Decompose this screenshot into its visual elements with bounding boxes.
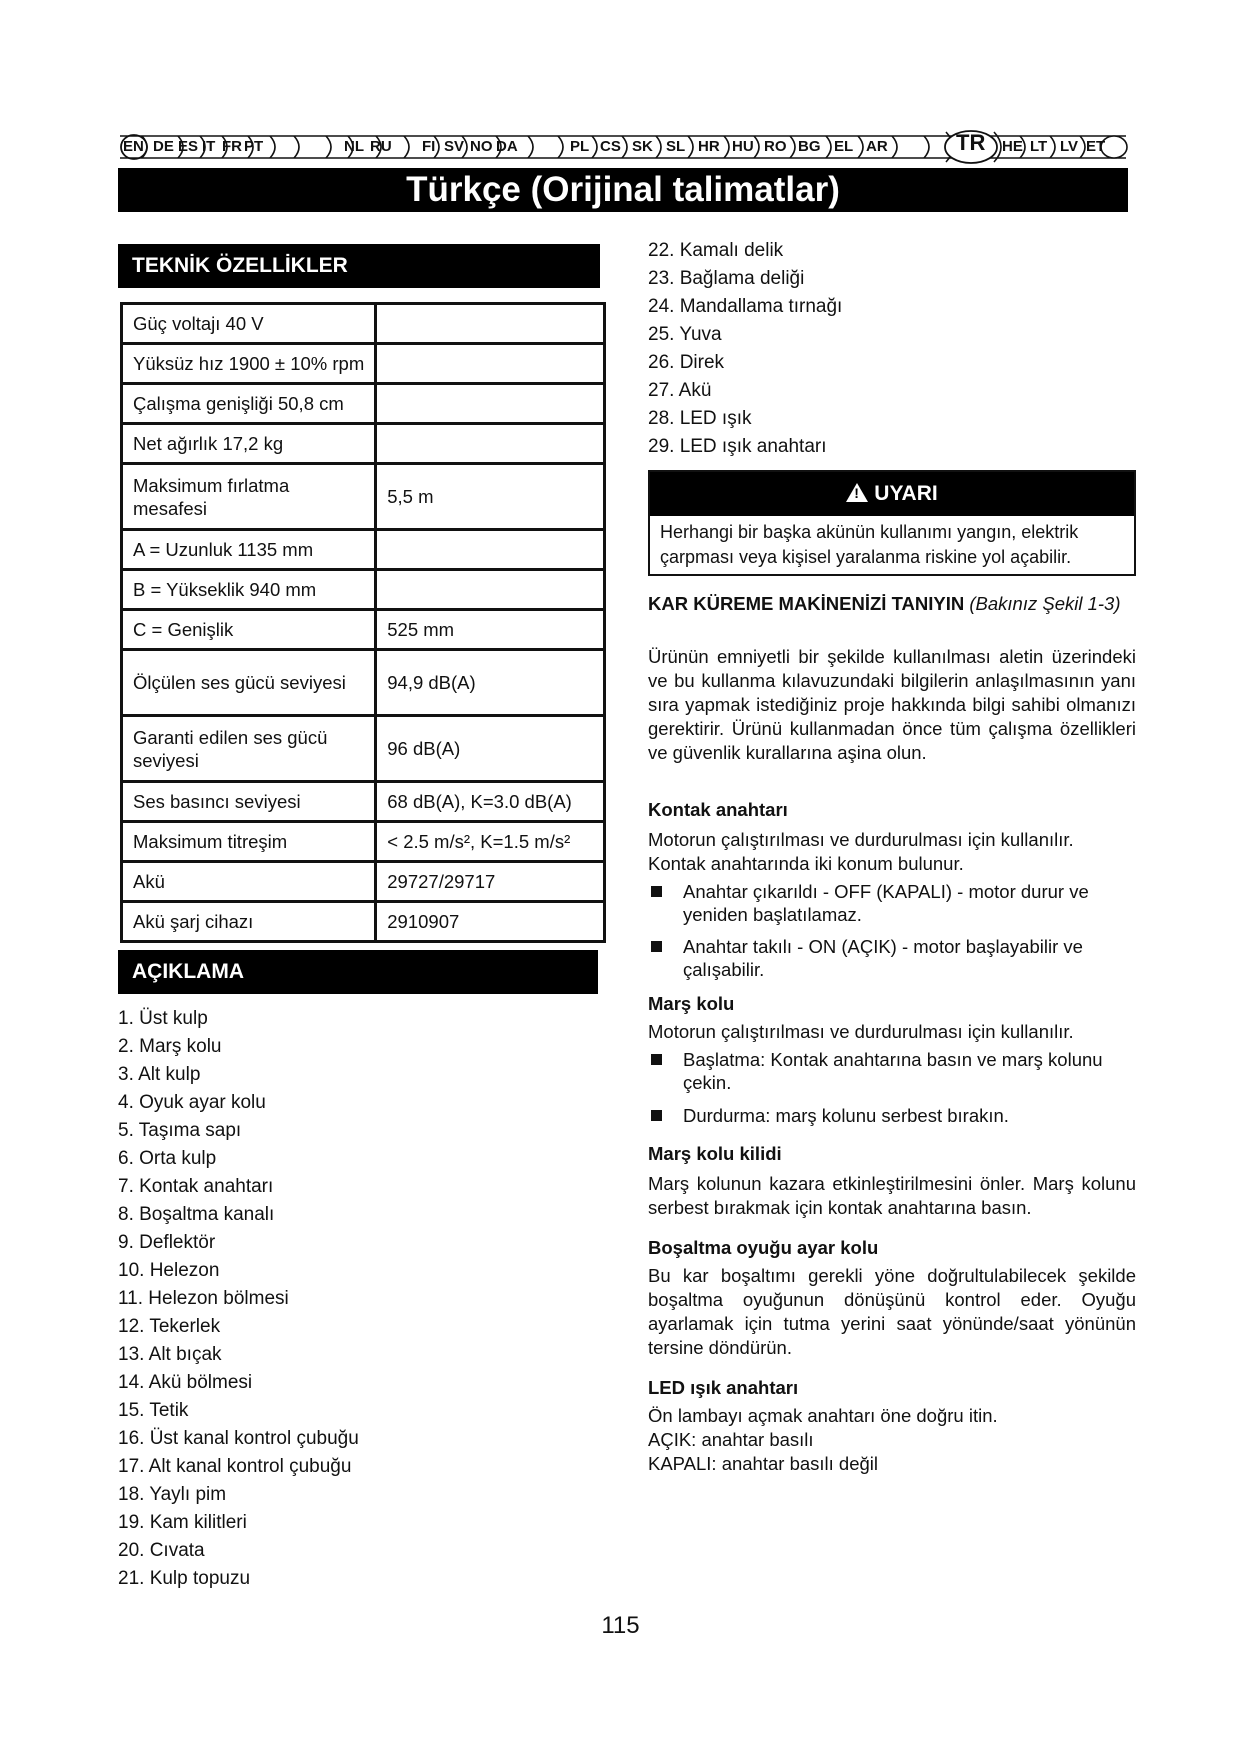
list-item: 6. Orta kulp — [118, 1148, 217, 1169]
warning-text: Herhangi bir başka akünün kullanımı yangın, elektrik çarpması veya kişisel yaralanma riskine yol açabilir. — [660, 522, 1079, 567]
list-item: 12. Tekerlek — [118, 1316, 221, 1337]
spec-label: Ölçülen ses gücü seviyesi — [122, 650, 376, 716]
lang-tab-cs: CS — [600, 138, 621, 155]
spec-value — [376, 530, 605, 570]
list-item: 11. Helezon bölmesi — [118, 1288, 289, 1309]
table-row — [122, 862, 605, 902]
table-row — [122, 610, 605, 650]
table-row — [122, 530, 605, 570]
list-item: 28. LED ışık — [648, 408, 752, 429]
spec-value: 2910907 — [376, 902, 605, 942]
lang-tab-sv: SV — [444, 138, 465, 155]
lang-tab-pl: PL — [570, 138, 590, 155]
know-text: Ürünün emniyetli bir şekilde kullanılması aletin üzerindeki ve bu kullanma kılavuzundaki bilgilerin anlaşılmasının yanı sıra yapmak istediğiniz proje hakkında bilgi sahibi olmanızı gerektirir. Ürünü kullanmadan önce tüm çalışma özellikleri ve güvenlik kurallarına aşina olun. — [648, 646, 1136, 763]
list-item: 9. Deflektör — [118, 1232, 216, 1253]
lang-tab-lv: LV — [1060, 138, 1079, 155]
start-lever-bullet — [648, 1048, 1136, 1094]
language-tabs — [118, 130, 1128, 164]
spec-label: B = Yükseklik 940 mm — [122, 570, 376, 610]
list-item: 16. Üst kanal kontrol çubuğu — [118, 1428, 359, 1449]
spec-value: < 2.5 m/s², K=1.5 m/s² — [376, 822, 605, 862]
spec-value: 68 dB(A), K=3.0 dB(A) — [376, 782, 605, 822]
description-heading: AÇIKLAMA — [118, 950, 598, 994]
lang-tab-hu: HU — [732, 138, 754, 155]
list-item: 27. Akü — [648, 380, 712, 401]
lang-tab-ro: RO — [764, 138, 787, 155]
list-item: 22. Kamalı delik — [648, 240, 784, 261]
spec-value — [376, 384, 605, 424]
warning-icon — [846, 483, 868, 502]
lang-tab-es: ES — [178, 138, 199, 155]
spec-value — [376, 424, 605, 464]
know-heading: KAR KÜREME MAKİNENİZİ TANIYIN — [648, 593, 965, 614]
list-item: 4. Oyuk ayar kolu — [118, 1092, 266, 1113]
warning-header — [650, 472, 1134, 516]
table-row — [122, 782, 605, 822]
list-item: 24. Mandallama tırnağı — [648, 296, 843, 317]
spec-label: C = Genişlik — [122, 610, 376, 650]
lang-tab-fi: FI — [422, 138, 436, 155]
list-item: 3. Alt kulp — [118, 1064, 201, 1085]
bullet-text: Anahtar çıkarıldı - OFF (KAPALI) - motor durur ve yeniden başlatılamaz. — [683, 881, 1089, 925]
table-row — [122, 344, 605, 384]
spec-label: Maksimum fırlatma mesafesi — [122, 464, 376, 530]
know-section-heading — [648, 592, 1136, 616]
list-item: 29. LED ışık anahtarı — [648, 436, 827, 457]
lever-lock-heading: Marş kolu kilidi — [648, 1143, 782, 1164]
lang-tab-tr-active: TR — [956, 130, 986, 155]
spec-label: Garanti edilen ses gücü seviyesi — [122, 716, 376, 782]
list-item: 14. Akü bölmesi — [118, 1372, 253, 1393]
start-lever-text: Motorun çalıştırılması ve durdurulması için kullanılır. — [648, 1021, 1074, 1042]
lang-tab-en: EN — [123, 138, 144, 155]
lang-tab-bg: BG — [798, 138, 821, 155]
warning-title: UYARI — [874, 482, 938, 505]
lang-tab-de: DE — [153, 138, 174, 155]
spec-value: 96 dB(A) — [376, 716, 605, 782]
spec-value: 94,9 dB(A) — [376, 650, 605, 716]
table-row — [122, 650, 605, 716]
lang-tab-fr: FR — [222, 138, 242, 155]
spec-label: Akü şarj cihazı — [122, 902, 376, 942]
table-row — [122, 822, 605, 862]
list-item: 2. Marş kolu — [118, 1036, 222, 1057]
lang-tab-no: NO — [470, 138, 493, 155]
list-item: 25. Yuva — [648, 324, 722, 345]
led-switch-line: AÇIK: anahtar basılı — [648, 1429, 814, 1450]
spec-table — [120, 302, 606, 943]
list-item: 10. Helezon — [118, 1260, 220, 1281]
list-item: 1. Üst kulp — [118, 1008, 208, 1029]
lang-tab-ar: AR — [866, 138, 888, 155]
lang-tab-lt: LT — [1030, 138, 1048, 155]
page-number: 115 — [601, 1612, 640, 1639]
table-row — [122, 304, 605, 344]
chute-lever-heading: Boşaltma oyuğu ayar kolu — [648, 1237, 879, 1258]
spec-value: 525 mm — [376, 610, 605, 650]
lang-tab-da: DA — [496, 138, 518, 155]
spec-value — [376, 570, 605, 610]
lang-tab-it: IT — [202, 138, 216, 155]
list-item: 13. Alt bıçak — [118, 1344, 222, 1365]
lang-tab-sl: SL — [666, 138, 686, 155]
spec-label: Maksimum titreşim — [122, 822, 376, 862]
table-row — [122, 902, 605, 942]
spec-label: Ses basıncı seviyesi — [122, 782, 376, 822]
spec-heading: TEKNİK ÖZELLİKLER — [118, 244, 600, 288]
ignition-heading: Kontak anahtarı — [648, 799, 788, 820]
start-lever-heading: Marş kolu — [648, 993, 735, 1014]
lang-tab-he: HE — [1002, 138, 1023, 155]
table-row — [122, 716, 605, 782]
lever-lock-text: Marş kolunun kazara etkinleştirilmesini önler. Marş kolunu serbest bırakmak için kontak anahtarına basın. — [648, 1173, 1136, 1218]
bullet-icon — [651, 886, 662, 897]
spec-value — [376, 304, 605, 344]
lang-tab-et: ET — [1086, 138, 1106, 155]
bullet-icon — [651, 1110, 662, 1121]
list-item: 17. Alt kanal kontrol çubuğu — [118, 1456, 352, 1477]
list-item: 21. Kulp topuzu — [118, 1568, 251, 1589]
list-item: 26. Direk — [648, 352, 725, 373]
lang-tab-nl: NL — [344, 138, 364, 155]
lang-tab-sk: SK — [632, 138, 653, 155]
start-lever-bullet — [648, 1104, 1136, 1127]
know-ref: (Bakınız Şekil 1-3) — [969, 593, 1121, 614]
lang-tab-pt: PT — [244, 138, 264, 155]
table-row — [122, 570, 605, 610]
ignition-text: Motorun çalıştırılması ve durdurulması için kullanılır. Kontak anahtarında iki konum bulunur. — [648, 829, 1074, 874]
lang-tab-hr: HR — [698, 138, 720, 155]
list-item: 15. Tetik — [118, 1400, 189, 1421]
table-row — [122, 464, 605, 530]
list-item: 7. Kontak anahtarı — [118, 1176, 274, 1197]
spec-label: Net ağırlık 17,2 kg — [122, 424, 376, 464]
list-item: 20. Cıvata — [118, 1540, 205, 1561]
table-row — [122, 384, 605, 424]
list-item: 19. Kam kilitleri — [118, 1512, 247, 1533]
list-item: 5. Taşıma sapı — [118, 1120, 242, 1141]
led-switch-line: Ön lambayı açmak anahtarı öne doğru itin. — [648, 1405, 998, 1426]
lang-tab-ru: RU — [370, 138, 392, 155]
led-switch-line: KAPALI: anahtar basılı değil — [648, 1453, 879, 1474]
table-row — [122, 424, 605, 464]
page-title: Türkçe (Orijinal talimatlar) — [118, 168, 1128, 212]
warning-box — [648, 470, 1136, 576]
spec-value: 29727/29717 — [376, 862, 605, 902]
bullet-text: Durdurma: marş kolunu serbest bırakın. — [683, 1105, 1009, 1126]
bullet-icon — [651, 941, 662, 952]
list-item: 18. Yaylı pim — [118, 1484, 227, 1505]
spec-label: Güç voltajı 40 V — [122, 304, 376, 344]
list-item: 8. Boşaltma kanalı — [118, 1204, 275, 1225]
list-item: 23. Bağlama deliği — [648, 268, 805, 289]
bullet-text: Başlatma: Kontak anahtarına basın ve marş kolunu çekin. — [683, 1049, 1103, 1093]
ignition-bullet — [648, 935, 1136, 981]
spec-label: Çalışma genişliği 50,8 cm — [122, 384, 376, 424]
spec-label: A = Uzunluk 1135 mm — [122, 530, 376, 570]
bullet-icon — [651, 1054, 662, 1065]
chute-lever-text: Bu kar boşaltımı gerekli yöne doğrultulabilecek şekilde boşaltma oyuğunun dönüşünü kontrol eder. Oyuğu ayarlamak için tutma yerini saat yönünde/saat yönünün tersine döndürün. — [648, 1265, 1136, 1358]
bullet-text: Anahtar takılı - ON (AÇIK) - motor başlayabilir ve çalışabilir. — [683, 936, 1083, 980]
spec-value — [376, 344, 605, 384]
spec-value: 5,5 m — [376, 464, 605, 530]
lang-tab-el: EL — [834, 138, 854, 155]
led-switch-heading: LED ışık anahtarı — [648, 1377, 799, 1398]
spec-label: Akü — [122, 862, 376, 902]
spec-label: Yüksüz hız 1900 ± 10% rpm — [122, 344, 376, 384]
ignition-bullet — [648, 880, 1136, 926]
